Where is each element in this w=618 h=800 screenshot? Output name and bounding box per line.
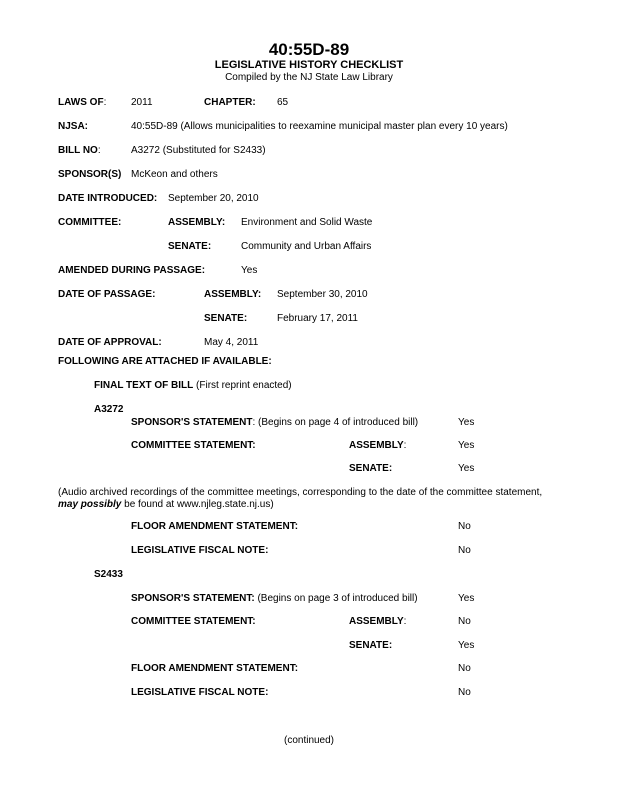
s2433-fiscal-label: LEGISLATIVE FISCAL NOTE: <box>131 687 269 698</box>
committee-label: COMMITTEE: <box>58 217 122 228</box>
chapter-label: CHAPTER: <box>204 97 256 108</box>
page-subtitle: LEGISLATIVE HISTORY CHECKLIST <box>214 59 404 71</box>
passage-senate-value: February 17, 2011 <box>277 313 358 324</box>
a3272-committee-label: COMMITTEE STATEMENT: <box>131 440 256 451</box>
a3272-senate-label: SENATE: <box>349 463 393 474</box>
njsa-value: 40:55D-89 (Allows municipalities to reexamine municipal master plan every 10 years) <box>131 121 508 132</box>
s2433-sponsor-statement: SPONSOR'S STATEMENT: (Begins on page 3 of introduced bill) <box>131 593 418 604</box>
passage-senate-label: SENATE: <box>204 313 248 324</box>
date-of-approval-label: DATE OF APPROVAL: <box>58 337 162 348</box>
a3272-assembly-value: Yes <box>458 440 475 451</box>
sponsor-value: McKeon and others <box>131 169 218 180</box>
njsa-label: NJSA: <box>58 121 89 132</box>
bill-no-value: A3272 (Substituted for S2433) <box>131 145 266 156</box>
a3272-senate-value: Yes <box>458 463 475 474</box>
page-title: 40:55D-89 <box>268 40 350 59</box>
bill-a3272-heading: A3272 <box>94 404 124 415</box>
chapter-value: 65 <box>277 97 289 108</box>
amended-label: AMENDED DURING PASSAGE: <box>58 265 206 276</box>
s2433-floor-label: FLOOR AMENDMENT STATEMENT: <box>131 663 299 674</box>
committee-assembly-label: ASSEMBLY: <box>168 217 226 228</box>
s2433-floor-value: No <box>458 663 471 674</box>
date-of-approval-value: May 4, 2011 <box>204 337 259 348</box>
bill-no-label: BILL NO: <box>58 145 101 156</box>
passage-assembly-label: ASSEMBLY: <box>204 289 262 300</box>
sponsor-label: SPONSOR(S) <box>58 169 122 180</box>
a3272-sponsor-value: Yes <box>458 417 475 428</box>
a3272-floor-value: No <box>458 521 471 532</box>
committee-senate-value: Community and Urban Affairs <box>241 241 372 252</box>
date-introduced-value: September 20, 2010 <box>168 193 259 204</box>
compiled-by: Compiled by the NJ State Law Library <box>225 72 393 83</box>
audio-archive-note: (Audio archived recordings of the committee meetings, corresponding to the date of the committee statement, may possibly be found at www.njleg.state.nj.us) <box>58 487 543 510</box>
s2433-assembly-value: No <box>458 616 471 627</box>
laws-of-label: LAWS OF: <box>58 97 107 108</box>
s2433-senate-label: SENATE: <box>349 640 393 651</box>
committee-senate-label: SENATE: <box>168 241 212 252</box>
s2433-assembly-label: ASSEMBLY: <box>349 616 407 627</box>
date-introduced-label: DATE INTRODUCED: <box>58 193 158 204</box>
a3272-fiscal-label: LEGISLATIVE FISCAL NOTE: <box>131 545 269 556</box>
final-text-line: FINAL TEXT OF BILL (First reprint enacted) <box>94 380 292 391</box>
a3272-fiscal-value: No <box>458 545 471 556</box>
s2433-senate-value: Yes <box>458 640 475 651</box>
attached-heading: FOLLOWING ARE ATTACHED IF AVAILABLE: <box>58 356 272 367</box>
s2433-committee-label: COMMITTEE STATEMENT: <box>131 616 256 627</box>
continued-footer: (continued) <box>283 735 335 746</box>
a3272-sponsor-statement: SPONSOR'S STATEMENT: (Begins on page 4 of introduced bill) <box>131 417 419 428</box>
amended-value: Yes <box>241 265 258 276</box>
date-of-passage-label: DATE OF PASSAGE: <box>58 289 156 300</box>
a3272-assembly-label: ASSEMBLY: <box>349 440 407 451</box>
committee-assembly-value: Environment and Solid Waste <box>241 217 373 228</box>
passage-assembly-value: September 30, 2010 <box>277 289 368 300</box>
s2433-fiscal-value: No <box>458 687 471 698</box>
a3272-floor-label: FLOOR AMENDMENT STATEMENT: <box>131 521 299 532</box>
s2433-sponsor-value: Yes <box>458 593 475 604</box>
bill-s2433-heading: S2433 <box>94 569 123 580</box>
laws-of-value: 2011 <box>131 97 153 108</box>
